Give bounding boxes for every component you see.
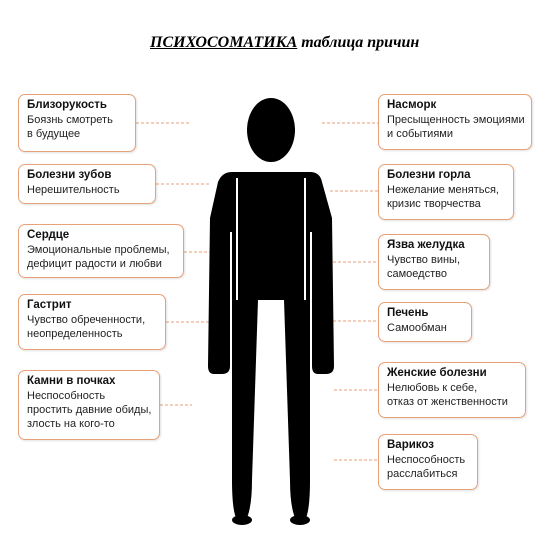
card-description: Боязнь смотреть в будущее	[27, 114, 113, 140]
card-serdtse	[18, 224, 184, 278]
card-heading: Язва желудка	[387, 239, 465, 251]
title-main: ПСИХОСОМАТИКА	[150, 34, 298, 51]
card-heading: Болезни горла	[387, 169, 471, 181]
card-heading: Болезни зубов	[27, 169, 112, 181]
card-zhenskie-bolezni	[378, 362, 526, 418]
body-shape	[208, 172, 334, 520]
card-heading: Камни в почках	[27, 375, 116, 387]
card-nasmork	[378, 94, 532, 150]
card-blizorukost	[18, 94, 136, 152]
right-foot-shape	[290, 515, 310, 525]
card-description: Эмоциональные проблемы, дефицит радости и любви	[27, 244, 170, 270]
card-heading: Сердце	[27, 229, 70, 241]
head-shape	[247, 98, 295, 162]
card-description: Самообман	[387, 322, 447, 334]
card-description: Неспособность простить давние обиды, злость на кого-то	[27, 390, 152, 430]
card-yazva-zheludka	[378, 234, 490, 290]
card-description: Пресыщенность эмоциями и событиями	[387, 114, 525, 140]
card-heading: Близорукость	[27, 99, 107, 111]
card-gastrit	[18, 294, 166, 350]
card-varikoz	[378, 434, 478, 490]
card-bolezni-zubov	[18, 164, 156, 204]
card-heading: Женские болезни	[387, 367, 487, 379]
card-heading: Печень	[387, 307, 429, 319]
card-heading: Гастрит	[27, 299, 72, 311]
card-pechen	[378, 302, 472, 342]
card-description: Нежелание меняться, кризис творчества	[387, 184, 499, 210]
card-description: Неспособность расслабиться	[387, 454, 466, 480]
card-description: Чувство вины, самоедство	[387, 254, 461, 280]
card-heading: Насморк	[387, 99, 437, 111]
card-kamni-v-pochkah	[18, 370, 160, 440]
left-foot-shape	[232, 515, 252, 525]
card-description: Нерешительность	[27, 184, 120, 196]
card-bolezni-gorla	[378, 164, 514, 220]
title-sub: таблица причин	[301, 34, 420, 51]
card-description: Чувство обреченности, неопределенность	[27, 314, 146, 340]
card-heading: Варикоз	[387, 439, 434, 451]
card-description: Нелюбовь к себе, отказ от женственности	[387, 382, 508, 408]
